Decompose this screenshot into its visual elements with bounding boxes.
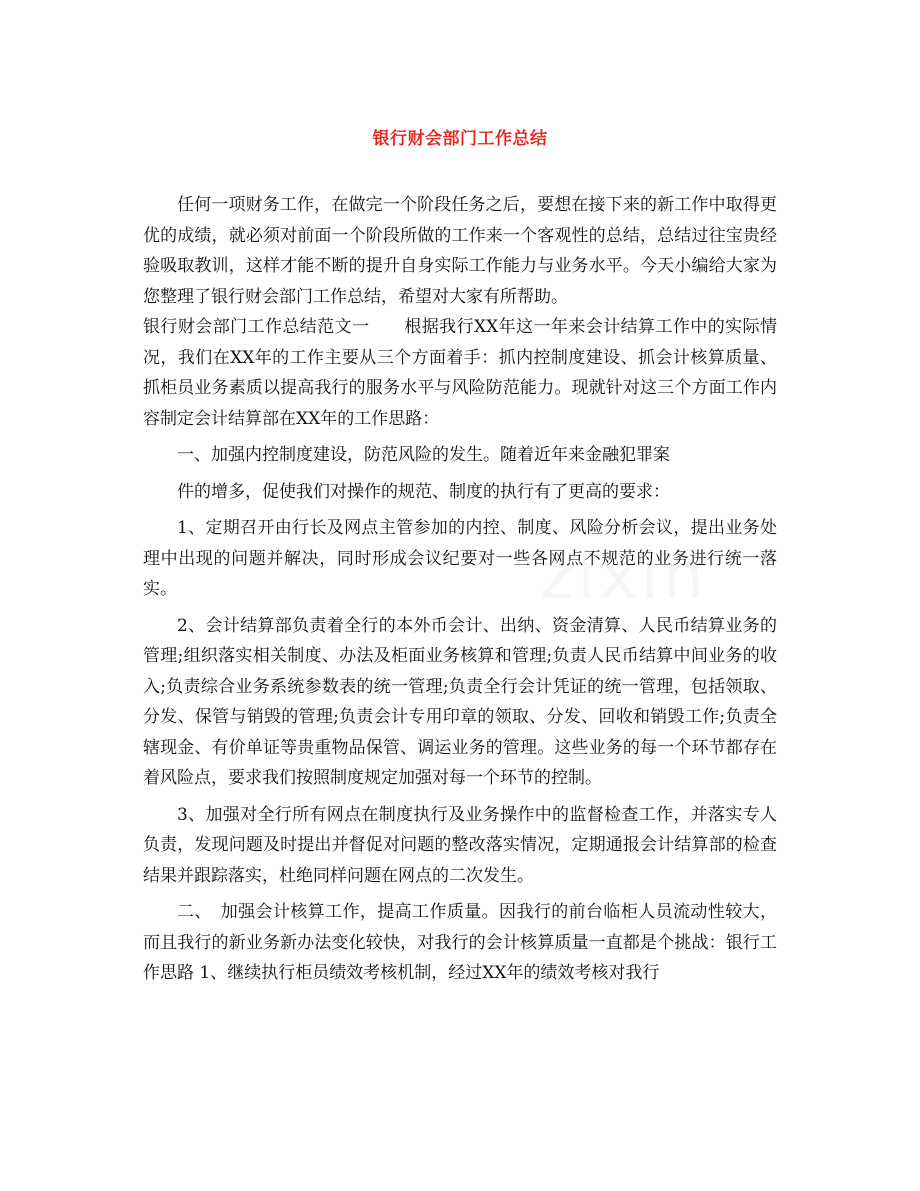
document-body [143,190,777,989]
document-title: 银行财会部门工作总结 [372,129,548,149]
paragraph-item-3: 3、加强对全行所有网点在制度执行及业务操作中的监督检查工作，并落实专人负责，发现问题及时提出并督促对问题的整改落实情况，定期通报会计结算部的检查结果并跟踪落实，杜绝同样问题在网点的二次发生。 [143,804,777,886]
paragraph-section-one-cont: 件的增多，促使我们对操作的规范、制度的执行有了更高的要求： [177,481,670,502]
paragraph-intro: 任何一项财务工作，在做完一个阶段任务之后，要想在接下来的新工作中取得更优的成绩，就必须对前面一个阶段所做的工作来一个客观性的总结，总结过往宝贵经验吸取教训，这样才能不断的提升自身实际工作能力与业务水平。今天小编给大家为您整理了银行财会部门工作总结，希望对大家有所帮助。 [143,195,777,307]
watermark: zixin [540,540,708,614]
paragraph-section-two: 二、 加强会计核算工作，提高工作质量。因我行的前台临柜人员流动性较大，而且我行的新业务新办法变化较快，对我行的会计核算质量一直都是个挑战：银行工作思路 1、继续执行柜员绩效考核机制，经过XX年的绩效考核对我行 [143,902,777,983]
paragraph-sample-heading: 银行财会部门工作总结范文一 根据我行XX年这一年来会计结算工作中的实际情况，我们在XX年的工作主要从三个方面着手：抓内控制度建设、抓会计核算质量、抓柜员业务素质以提高我行的服务水平与风险防范能力。现就针对这三个方面工作内容制定会计结算部在XX年的工作思路： [143,317,777,429]
paragraph-item-1: 1、定期召开由行长及网点主管参加的内控、制度、风险分析会议，提出业务处理中出现的问题并解决，同时形成会议纪要对一些各网点不规范的业务进行统一落实。 [143,518,777,599]
paragraph-item-2: 2、会计结算部负责着全行的本外币会计、出纳、资金清算、人民币结算业务的管理;组织落实相关制度、办法及柜面业务核算和管理;负责人民币结算中间业务的收入;负责综合业务系统参数表的统一管理;负责全行会计凭证的统一管理，包括领取、分发、保管与销毁的管理;负责会计专用印章的领取、分发、回收和销毁工作;负责全辖现金、有价单证等贵重物品保管、调运业务的管理。这些业务的每一个环节都存在着风险点，要求我们按照制度规定加强对每一个环节的控制。 [143,615,777,788]
paragraph-section-one: 一、加强内控制度建设，防范风险的发生。随着近年来金融犯罪案 [177,445,670,465]
